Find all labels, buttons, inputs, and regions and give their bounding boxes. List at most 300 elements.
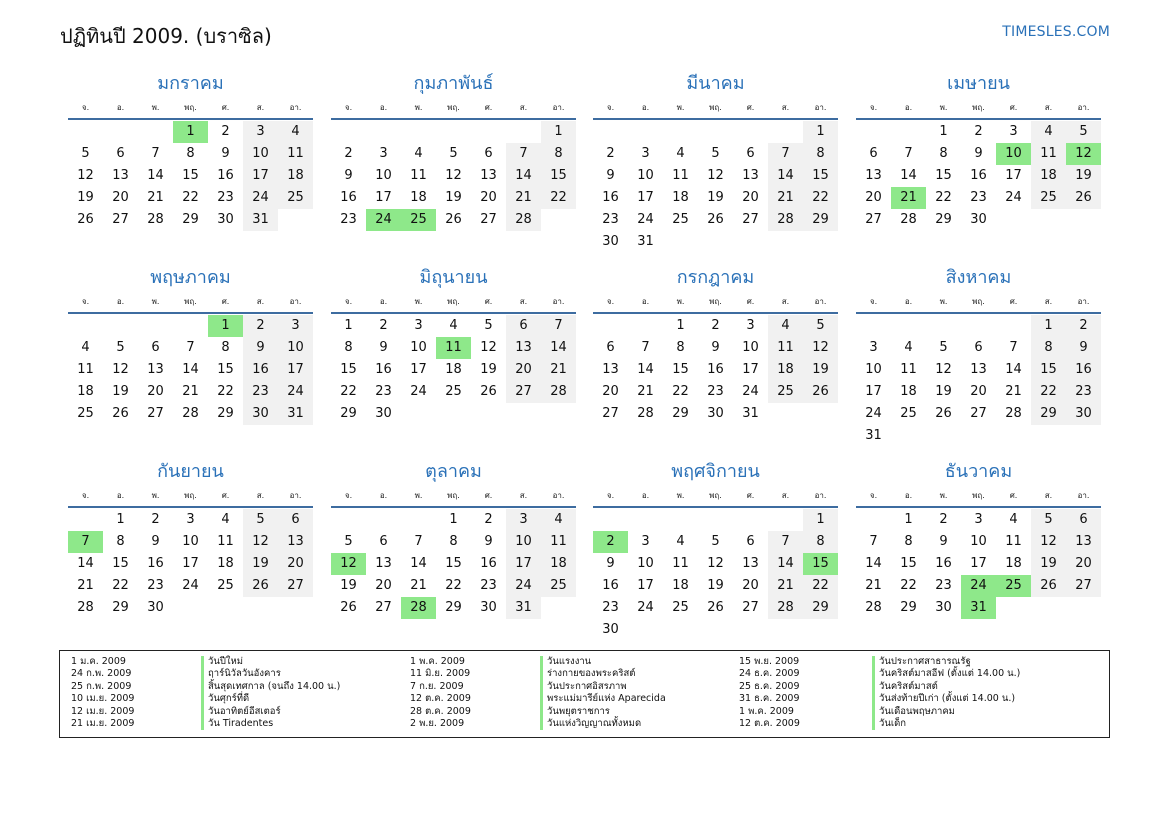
day-cell: 25 xyxy=(278,187,313,209)
weekday-label: ศ. xyxy=(484,103,493,112)
day-cell: 16 xyxy=(707,362,724,377)
weekday-label: จ. xyxy=(869,491,878,500)
day-cell: 4 xyxy=(676,146,685,161)
day-cell: 12 xyxy=(112,362,129,377)
month-calendar xyxy=(331,70,576,231)
weekday-header xyxy=(331,98,576,120)
day-cell: 6 xyxy=(506,315,541,337)
day-cell: 30 xyxy=(375,406,392,421)
day-cell: 9 xyxy=(606,168,615,183)
holiday-name: วัน Tiradentes xyxy=(201,718,273,730)
day-grid xyxy=(331,120,576,231)
day-cell: 12 xyxy=(935,362,952,377)
day-cell: 4 xyxy=(768,315,803,337)
weekday-label: อา. xyxy=(1077,297,1090,306)
day-cell: 2 xyxy=(1066,315,1101,337)
day-cell: 5 xyxy=(81,146,90,161)
weekday-label: ส. xyxy=(1044,297,1053,306)
day-cell: 3 xyxy=(1009,124,1018,139)
day-cell: 26 xyxy=(707,212,724,227)
day-cell: 11 xyxy=(278,143,313,165)
day-cell: 17 xyxy=(742,362,759,377)
empty-cell xyxy=(68,509,103,531)
day-cell: 14 xyxy=(1005,362,1022,377)
day-cell: 9 xyxy=(151,534,160,549)
day-cell: 14 xyxy=(541,337,576,359)
weekday-label: ศ. xyxy=(484,297,493,306)
day-cell: 11 xyxy=(900,362,917,377)
holiday-day-cell: 12 xyxy=(1066,143,1101,165)
weekday-label: พฤ. xyxy=(709,297,722,306)
day-cell: 24 xyxy=(410,384,427,399)
day-cell: 5 xyxy=(1031,509,1066,531)
month-name: มกราคม xyxy=(157,73,224,94)
day-cell: 4 xyxy=(414,146,423,161)
day-cell: 27 xyxy=(742,600,759,615)
day-cell: 18 xyxy=(672,190,689,205)
day-cell: 6 xyxy=(869,146,878,161)
day-cell: 27 xyxy=(375,600,392,615)
day-cell: 30 xyxy=(147,600,164,615)
day-cell: 6 xyxy=(1066,509,1101,531)
day-cell: 22 xyxy=(112,578,129,593)
day-cell: 25 xyxy=(445,384,462,399)
day-cell: 25 xyxy=(672,600,689,615)
day-cell: 15 xyxy=(182,168,199,183)
day-cell: 29 xyxy=(803,209,838,231)
empty-cell xyxy=(138,315,173,337)
empty-cell xyxy=(138,121,173,143)
empty-cell xyxy=(856,121,891,143)
day-cell: 2 xyxy=(606,146,615,161)
day-cell: 3 xyxy=(641,146,650,161)
day-cell: 16 xyxy=(375,362,392,377)
day-cell: 14 xyxy=(182,362,199,377)
day-cell: 11 xyxy=(672,556,689,571)
holiday-name: วันแห่งวิญญาณทั้งหมด xyxy=(540,718,641,730)
day-cell: 19 xyxy=(1066,165,1101,187)
day-cell: 1 xyxy=(344,318,353,333)
day-cell: 5 xyxy=(939,340,948,355)
month-name: มิถุนายน xyxy=(419,267,488,288)
weekday-label: อ. xyxy=(379,491,388,500)
day-cell: 7 xyxy=(869,534,878,549)
day-cell: 1 xyxy=(904,512,913,527)
day-cell: 26 xyxy=(445,212,462,227)
day-cell: 10 xyxy=(278,337,313,359)
month-calendar xyxy=(68,458,313,619)
day-cell: 19 xyxy=(340,578,357,593)
day-cell: 27 xyxy=(970,406,987,421)
holiday-date: 12 เม.ย. 2009 xyxy=(71,705,135,717)
day-cell: 8 xyxy=(186,146,195,161)
day-cell: 24 xyxy=(865,406,882,421)
day-cell: 28 xyxy=(637,406,654,421)
weekday-label: พ. xyxy=(939,297,948,306)
day-cell: 14 xyxy=(900,168,917,183)
day-cell: 27 xyxy=(865,212,882,227)
day-cell: 8 xyxy=(116,534,125,549)
day-cell: 24 xyxy=(637,600,654,615)
day-cell: 19 xyxy=(77,190,94,205)
day-grid xyxy=(68,508,313,619)
day-cell: 13 xyxy=(970,362,987,377)
weekday-label: พฤ. xyxy=(447,491,460,500)
day-cell: 14 xyxy=(768,553,803,575)
day-cell: 19 xyxy=(707,578,724,593)
day-cell: 26 xyxy=(112,406,129,421)
day-cell: 26 xyxy=(77,212,94,227)
day-cell: 20 xyxy=(278,553,313,575)
day-cell: 14 xyxy=(506,165,541,187)
empty-cell xyxy=(663,121,698,143)
holiday-date: 24 ธ.ค. 2009 xyxy=(739,668,800,680)
day-cell: 30 xyxy=(1066,403,1101,425)
empty-cell xyxy=(68,315,103,337)
day-cell: 16 xyxy=(602,190,619,205)
weekday-label: อ. xyxy=(641,103,650,112)
holiday-name: สิ้นสุดเทศกาล (จนถึง 14.00 น.) xyxy=(201,681,340,693)
empty-cell xyxy=(401,121,436,143)
day-cell: 9 xyxy=(344,168,353,183)
month-calendar xyxy=(68,264,313,425)
day-cell: 16 xyxy=(480,556,497,571)
weekday-label: พฤ. xyxy=(972,103,985,112)
holiday-date: 25 ก.พ. 2009 xyxy=(71,680,132,692)
weekday-label: จ. xyxy=(606,103,615,112)
day-cell: 8 xyxy=(803,531,838,553)
day-cell: 16 xyxy=(147,556,164,571)
day-cell: 31 xyxy=(506,597,541,619)
holiday-date: 1 พ.ค. 2009 xyxy=(410,656,465,667)
day-cell: 6 xyxy=(116,146,125,161)
day-cell: 30 xyxy=(217,212,234,227)
day-cell: 7 xyxy=(414,534,423,549)
day-cell: 28 xyxy=(182,406,199,421)
month-name: พฤศจิกายน xyxy=(671,461,760,482)
weekday-header xyxy=(856,292,1101,314)
day-cell: 8 xyxy=(676,340,685,355)
day-cell: 5 xyxy=(803,315,838,337)
day-cell: 9 xyxy=(606,556,615,571)
weekday-label: พฤ. xyxy=(184,297,197,306)
day-cell: 19 xyxy=(445,190,462,205)
day-grid xyxy=(331,314,576,425)
weekday-label: ส. xyxy=(781,103,790,112)
day-cell: 17 xyxy=(243,165,278,187)
empty-cell xyxy=(103,315,138,337)
day-cell: 30 xyxy=(480,600,497,615)
empty-cell xyxy=(856,509,891,531)
holiday-day-cell: 31 xyxy=(961,597,996,619)
day-cell: 20 xyxy=(1066,553,1101,575)
day-cell: 9 xyxy=(939,534,948,549)
day-cell: 17 xyxy=(375,190,392,205)
weekday-label: อา. xyxy=(552,297,565,306)
day-cell: 4 xyxy=(904,340,913,355)
day-cell: 16 xyxy=(1066,359,1101,381)
empty-cell xyxy=(961,315,996,337)
day-cell: 7 xyxy=(1009,340,1018,355)
day-cell: 21 xyxy=(77,578,94,593)
day-cell: 11 xyxy=(541,531,576,553)
day-cell: 11 xyxy=(410,168,427,183)
holiday-date: 25 ธ.ค. 2009 xyxy=(739,680,800,692)
day-cell: 17 xyxy=(182,556,199,571)
day-cell: 9 xyxy=(711,340,720,355)
day-cell: 29 xyxy=(803,597,838,619)
day-cell: 2 xyxy=(974,124,983,139)
day-cell: 13 xyxy=(602,362,619,377)
day-cell: 22 xyxy=(182,190,199,205)
holiday-date: 21 เม.ย. 2009 xyxy=(71,718,135,729)
day-cell: 16 xyxy=(970,168,987,183)
day-cell: 5 xyxy=(711,534,720,549)
day-grid xyxy=(856,314,1101,447)
day-cell: 20 xyxy=(147,384,164,399)
weekday-label: พฤ. xyxy=(447,103,460,112)
holiday-name: วันประกาศอิสรภาพ xyxy=(540,681,627,693)
day-cell: 20 xyxy=(480,190,497,205)
month-calendar xyxy=(593,458,838,641)
holiday-name: วันส่งท้ายปีเก่า (ตั้งแต่ 14.00 น.) xyxy=(872,693,1015,705)
day-cell: 8 xyxy=(449,534,458,549)
day-cell: 20 xyxy=(602,384,619,399)
day-cell: 28 xyxy=(506,209,541,231)
weekday-header xyxy=(331,292,576,314)
weekday-label: จ. xyxy=(869,103,878,112)
holiday-date: 11 มิ.ย. 2009 xyxy=(410,668,471,680)
day-cell: 4 xyxy=(1031,121,1066,143)
day-cell: 10 xyxy=(182,534,199,549)
day-cell: 13 xyxy=(742,556,759,571)
holiday-day-cell: 10 xyxy=(996,143,1031,165)
day-cell: 24 xyxy=(637,212,654,227)
day-cell: 17 xyxy=(637,190,654,205)
weekday-label: จ. xyxy=(344,297,353,306)
day-cell: 3 xyxy=(379,146,388,161)
day-cell: 18 xyxy=(672,578,689,593)
month-name: กรกฎาคม xyxy=(676,267,755,288)
day-cell: 19 xyxy=(1031,553,1066,575)
day-cell: 11 xyxy=(672,168,689,183)
day-cell: 7 xyxy=(506,143,541,165)
day-cell: 13 xyxy=(375,556,392,571)
day-cell: 6 xyxy=(746,534,755,549)
day-cell: 10 xyxy=(970,534,987,549)
empty-cell xyxy=(926,315,961,337)
holiday-day-cell: 2 xyxy=(593,531,628,553)
day-cell: 6 xyxy=(278,509,313,531)
empty-cell xyxy=(471,121,506,143)
day-cell: 17 xyxy=(865,384,882,399)
weekday-label: พ. xyxy=(676,103,685,112)
day-cell: 14 xyxy=(768,165,803,187)
weekday-label: ศ. xyxy=(1009,103,1018,112)
day-cell: 12 xyxy=(803,337,838,359)
day-cell: 7 xyxy=(768,143,803,165)
weekday-label: ศ. xyxy=(221,103,230,112)
day-cell: 13 xyxy=(1066,531,1101,553)
day-cell: 15 xyxy=(112,556,129,571)
day-cell: 21 xyxy=(865,578,882,593)
weekday-label: พ. xyxy=(939,103,948,112)
day-cell: 7 xyxy=(151,146,160,161)
day-cell: 18 xyxy=(1005,556,1022,571)
month-name: กันยายน xyxy=(157,461,224,482)
day-cell: 1 xyxy=(116,512,125,527)
holiday-date: 31 ธ.ค. 2009 xyxy=(739,693,800,705)
day-cell: 3 xyxy=(243,121,278,143)
empty-cell xyxy=(698,509,733,531)
day-cell: 21 xyxy=(541,359,576,381)
holiday-name: วันปีใหม่ xyxy=(201,656,243,668)
holiday-name: วันศุกร์ที่ดี xyxy=(201,693,249,705)
site-brand-link[interactable]: TIMESLES.COM xyxy=(1002,24,1110,40)
empty-cell xyxy=(698,121,733,143)
day-cell: 22 xyxy=(217,384,234,399)
month-name: ตุลาคม xyxy=(425,461,482,482)
day-cell: 24 xyxy=(742,384,759,399)
day-cell: 30 xyxy=(602,234,619,249)
empty-cell xyxy=(996,315,1031,337)
month-calendar xyxy=(856,264,1101,447)
weekday-label: พฤ. xyxy=(184,491,197,500)
day-grid xyxy=(856,508,1101,619)
day-cell: 25 xyxy=(77,406,94,421)
empty-cell xyxy=(891,121,926,143)
holiday-name: วันอาทิตย์อีสเตอร์ xyxy=(201,706,281,718)
day-cell: 5 xyxy=(344,534,353,549)
day-cell: 4 xyxy=(449,318,458,333)
day-cell: 19 xyxy=(243,553,278,575)
empty-cell xyxy=(733,121,768,143)
day-cell: 26 xyxy=(340,600,357,615)
day-cell: 4 xyxy=(81,340,90,355)
holiday-day-cell: 25 xyxy=(996,575,1031,597)
day-cell: 19 xyxy=(112,384,129,399)
holiday-name: วันประกาศสาธารณรัฐ xyxy=(872,656,971,668)
holiday-name: วันพยุตราชการ xyxy=(540,706,610,718)
day-cell: 31 xyxy=(742,406,759,421)
day-cell: 3 xyxy=(506,509,541,531)
holiday-day-cell: 1 xyxy=(173,121,208,143)
day-cell: 28 xyxy=(768,597,803,619)
day-cell: 4 xyxy=(221,512,230,527)
day-cell: 6 xyxy=(606,340,615,355)
empty-cell xyxy=(663,509,698,531)
day-cell: 15 xyxy=(445,556,462,571)
day-cell: 12 xyxy=(480,340,497,355)
weekday-label: จ. xyxy=(606,297,615,306)
holiday-date: 7 ก.ย. 2009 xyxy=(410,680,464,692)
day-cell: 2 xyxy=(711,318,720,333)
weekday-label: อา. xyxy=(552,103,565,112)
day-cell: 22 xyxy=(340,384,357,399)
day-cell: 27 xyxy=(742,212,759,227)
empty-cell xyxy=(331,121,366,143)
day-cell: 28 xyxy=(768,209,803,231)
day-cell: 28 xyxy=(77,600,94,615)
empty-cell xyxy=(628,121,663,143)
day-cell: 19 xyxy=(935,384,952,399)
day-cell: 28 xyxy=(541,381,576,403)
day-cell: 12 xyxy=(1031,531,1066,553)
day-cell: 1 xyxy=(1031,315,1066,337)
day-cell: 23 xyxy=(707,384,724,399)
day-cell: 10 xyxy=(410,340,427,355)
holiday-day-cell: 21 xyxy=(891,187,926,209)
day-cell: 26 xyxy=(707,600,724,615)
day-cell: 23 xyxy=(602,600,619,615)
day-cell: 31 xyxy=(243,209,278,231)
weekday-label: ศ. xyxy=(1009,297,1018,306)
weekday-header xyxy=(856,98,1101,120)
holiday-date: 12 ต.ค. 2009 xyxy=(739,718,800,729)
day-cell: 25 xyxy=(768,381,803,403)
day-cell: 6 xyxy=(974,340,983,355)
day-cell: 12 xyxy=(707,556,724,571)
day-cell: 9 xyxy=(484,534,493,549)
day-cell: 15 xyxy=(1031,359,1066,381)
weekday-label: อา. xyxy=(814,103,827,112)
month-name: กุมภาพันธ์ xyxy=(413,73,494,94)
weekday-label: ส. xyxy=(519,297,528,306)
empty-cell xyxy=(506,121,541,143)
day-cell: 27 xyxy=(506,381,541,403)
day-cell: 23 xyxy=(217,190,234,205)
holiday-day-cell: 28 xyxy=(401,597,436,619)
holiday-day-cell: 1 xyxy=(208,315,243,337)
holiday-day-cell: 24 xyxy=(366,209,401,231)
day-cell: 29 xyxy=(340,406,357,421)
holiday-day-cell: 7 xyxy=(68,531,103,553)
day-cell: 18 xyxy=(1031,165,1066,187)
day-cell: 9 xyxy=(1066,337,1101,359)
day-cell: 19 xyxy=(707,190,724,205)
day-cell: 10 xyxy=(506,531,541,553)
weekday-label: ส. xyxy=(1044,491,1053,500)
weekday-label: พ. xyxy=(151,491,160,500)
day-cell: 20 xyxy=(506,359,541,381)
day-cell: 21 xyxy=(768,187,803,209)
day-cell: 5 xyxy=(449,146,458,161)
day-cell: 10 xyxy=(637,556,654,571)
holiday-name: พระแม่มารีย์แห่ง Aparecida xyxy=(540,693,666,705)
weekday-label: พ. xyxy=(414,297,423,306)
weekday-label: ส. xyxy=(519,103,528,112)
weekday-label: จ. xyxy=(81,297,90,306)
weekday-label: พฤ. xyxy=(709,491,722,500)
day-cell: 5 xyxy=(116,340,125,355)
holiday-day-cell: 12 xyxy=(331,553,366,575)
day-cell: 18 xyxy=(768,359,803,381)
day-cell: 29 xyxy=(935,212,952,227)
day-cell: 20 xyxy=(742,190,759,205)
weekday-header xyxy=(856,486,1101,508)
day-cell: 5 xyxy=(243,509,278,531)
day-cell: 24 xyxy=(243,187,278,209)
day-cell: 24 xyxy=(1005,190,1022,205)
day-cell: 29 xyxy=(217,406,234,421)
day-cell: 8 xyxy=(803,143,838,165)
day-cell: 12 xyxy=(445,168,462,183)
day-cell: 2 xyxy=(243,315,278,337)
day-cell: 15 xyxy=(900,556,917,571)
weekday-label: อ. xyxy=(116,103,125,112)
day-cell: 22 xyxy=(1031,381,1066,403)
day-cell: 17 xyxy=(278,359,313,381)
